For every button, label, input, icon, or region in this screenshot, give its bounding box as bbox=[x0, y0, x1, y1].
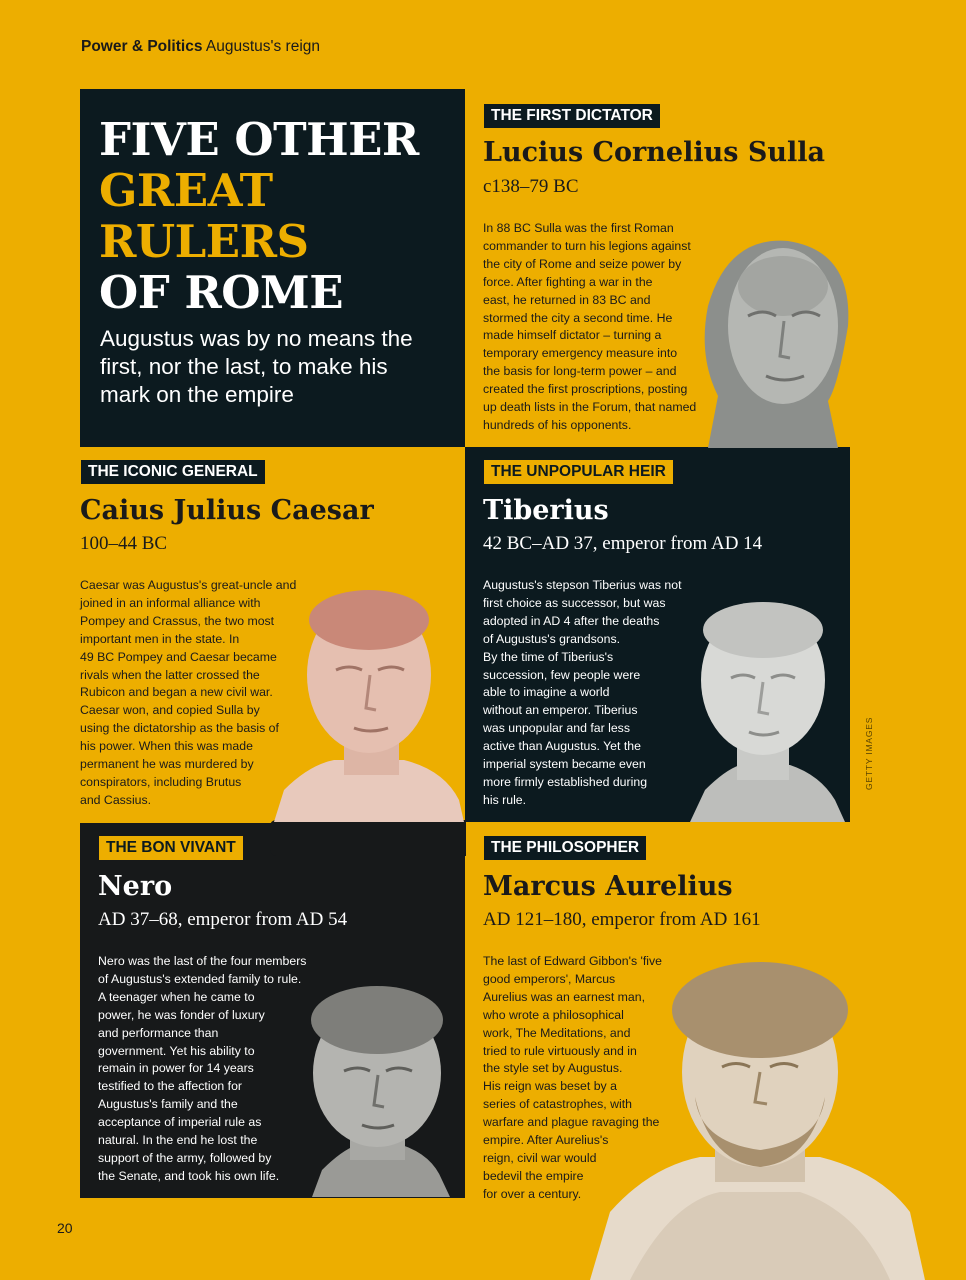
bio-line: first choice as successor, but was bbox=[483, 595, 666, 610]
bio-line: up death lists in the Forum, that named bbox=[483, 400, 697, 415]
bio-line: good emperors', Marcus bbox=[483, 971, 616, 986]
bio-line: was unpopular and far less bbox=[483, 721, 630, 736]
nero-tag: THE BON VIVANT bbox=[99, 836, 243, 860]
sulla-dates: c138–79 BC bbox=[483, 176, 579, 197]
running-header bbox=[81, 38, 320, 56]
bio-line: created the first proscriptions, posting bbox=[483, 382, 688, 397]
bio-line: The last of Edward Gibbon's 'five bbox=[483, 954, 662, 968]
bio-line: power, he was fonder of luxury bbox=[98, 1007, 265, 1022]
bio-line: able to imagine a world bbox=[483, 685, 610, 700]
bio-line: hundreds of his opponents. bbox=[483, 417, 632, 432]
aurelius-dates: AD 121–180, emperor from AD 161 bbox=[483, 909, 761, 930]
bio-line: stormed the city a second time. He bbox=[483, 310, 673, 325]
nero-dates: AD 37–68, emperor from AD 54 bbox=[98, 909, 348, 930]
bio-line: bedevil the empire bbox=[483, 1168, 584, 1183]
bio-line: and performance than bbox=[98, 1025, 219, 1040]
bio-line: of Augustus's extended family to rule. bbox=[98, 971, 302, 986]
bio-line: By the time of Tiberius's bbox=[483, 649, 614, 664]
caesar-tag: THE ICONIC GENERAL bbox=[81, 460, 265, 484]
photo-credit: GETTY IMAGES bbox=[864, 716, 874, 790]
hero-title-line: GREAT bbox=[99, 164, 273, 217]
bio-line: Rubicon and began a new civil war. bbox=[80, 685, 273, 700]
hero-title-line: RULERS bbox=[99, 215, 309, 268]
bio-line: for over a century. bbox=[483, 1186, 582, 1201]
bio-line: His reign was beset by a bbox=[483, 1079, 617, 1094]
bio-line: important men in the state. In bbox=[80, 631, 240, 646]
bio-line: his power. When this was made bbox=[80, 739, 253, 754]
tiberius-tag: THE UNPOPULAR HEIR bbox=[484, 460, 673, 484]
bio-line: empire. After Aurelius's bbox=[483, 1133, 609, 1148]
bio-line: In 88 BC Sulla was the first Roman bbox=[483, 221, 674, 235]
bio-line: Caesar won, and copied Sulla by bbox=[80, 703, 260, 718]
page-number: 20 bbox=[57, 1220, 73, 1236]
bio-line: series of catastrophes, with bbox=[483, 1097, 632, 1112]
nero-name: Nero bbox=[98, 871, 173, 902]
hero-panel bbox=[80, 89, 465, 447]
bio-line: tried to rule virtuously and in bbox=[483, 1043, 637, 1058]
bio-line: testified to the affection for bbox=[98, 1079, 243, 1094]
hero-subtitle: Augustus was by no means the first, nor the last, to make his mark on the empire bbox=[100, 326, 413, 407]
bio-line: Caesar was Augustus's great-uncle and bbox=[80, 578, 297, 592]
bio-line: warfare and plague ravaging the bbox=[483, 1115, 660, 1130]
bio-line: commander to turn his legions against bbox=[483, 238, 691, 253]
caesar-dates: 100–44 BC bbox=[80, 533, 168, 554]
nero-bio bbox=[98, 953, 338, 1186]
bio-line: acceptance of imperial rule as bbox=[98, 1115, 262, 1130]
tiberius-name: Tiberius bbox=[483, 495, 609, 526]
section-label: Power & Politics bbox=[81, 38, 203, 55]
bio-line: joined in an informal alliance with bbox=[80, 595, 261, 610]
bio-line: adopted in AD 4 after the deaths bbox=[483, 613, 660, 628]
bio-line: the style set by Augustus. bbox=[483, 1061, 623, 1076]
sulla-bio bbox=[483, 220, 733, 435]
bio-line: conspirators, including Brutus bbox=[80, 774, 242, 789]
aurelius-bio bbox=[483, 953, 703, 1204]
caesar-name: Caius Julius Caesar bbox=[80, 495, 374, 526]
bio-line: Pompey and Crassus, the two most bbox=[80, 613, 275, 628]
bio-line: temporary emergency measure into bbox=[483, 346, 678, 361]
bio-line: Nero was the last of the four members bbox=[98, 954, 307, 968]
bio-line: remain in power for 14 years bbox=[98, 1061, 254, 1076]
sulla-tag: THE FIRST DICTATOR bbox=[484, 104, 660, 128]
bio-line: of Augustus's grandsons. bbox=[483, 631, 621, 646]
bio-line: Augustus's family and the bbox=[98, 1097, 238, 1112]
bio-line: Aurelius was an earnest man, bbox=[483, 989, 645, 1004]
tiberius-bio bbox=[483, 577, 713, 810]
bio-line: the basis for long-term power – and bbox=[483, 364, 677, 379]
bio-line: work, The Meditations, and bbox=[483, 1025, 631, 1040]
bio-line: A teenager when he came to bbox=[98, 989, 255, 1004]
bio-line: using the dictatorship as the basis of bbox=[80, 721, 279, 736]
bio-line: reign, civil war would bbox=[483, 1150, 597, 1165]
section-subtitle: Augustus's reign bbox=[205, 38, 321, 55]
hero-title bbox=[99, 114, 419, 318]
bio-line: government. Yet his ability to bbox=[98, 1043, 255, 1058]
bio-line: made himself dictator – turning a bbox=[483, 328, 662, 343]
bio-line: the Senate, and took his own life. bbox=[98, 1168, 280, 1183]
bio-line: force. After fighting a war in the bbox=[483, 274, 653, 289]
bio-line: who wrote a philosophical bbox=[483, 1007, 624, 1022]
bio-line: without an emperor. Tiberius bbox=[483, 703, 638, 718]
bio-line: natural. In the end he lost the bbox=[98, 1133, 258, 1148]
sulla-name: Lucius Cornelius Sulla bbox=[483, 137, 825, 168]
tiberius-dates: 42 BC–AD 37, emperor from AD 14 bbox=[483, 533, 763, 554]
bio-line: permanent he was murdered by bbox=[80, 757, 254, 772]
aurelius-tag: THE PHILOSOPHER bbox=[484, 836, 646, 860]
bio-line: active than Augustus. Yet the bbox=[483, 739, 641, 754]
bio-line: succession, few people were bbox=[483, 667, 641, 682]
caesar-bio bbox=[80, 577, 320, 810]
bio-line: east, he returned in 83 BC and bbox=[483, 292, 651, 307]
shadow-block bbox=[270, 820, 466, 856]
bio-line: more firmly established during bbox=[483, 774, 648, 789]
bio-line: and Cassius. bbox=[80, 792, 152, 807]
bio-line: Augustus's stepson Tiberius was not bbox=[483, 578, 682, 592]
bio-line: support of the army, followed by bbox=[98, 1150, 272, 1165]
hero-title-line: OF ROME bbox=[99, 266, 344, 319]
aurelius-name: Marcus Aurelius bbox=[483, 871, 733, 902]
bio-line: imperial system became even bbox=[483, 757, 646, 772]
bio-line: rivals when the latter crossed the bbox=[80, 667, 260, 682]
hero-title-line: FIVE OTHER bbox=[99, 113, 419, 166]
bio-line: the city of Rome and seize power by bbox=[483, 256, 682, 271]
bio-line: 49 BC Pompey and Caesar became bbox=[80, 649, 277, 664]
bio-line: his rule. bbox=[483, 792, 527, 807]
